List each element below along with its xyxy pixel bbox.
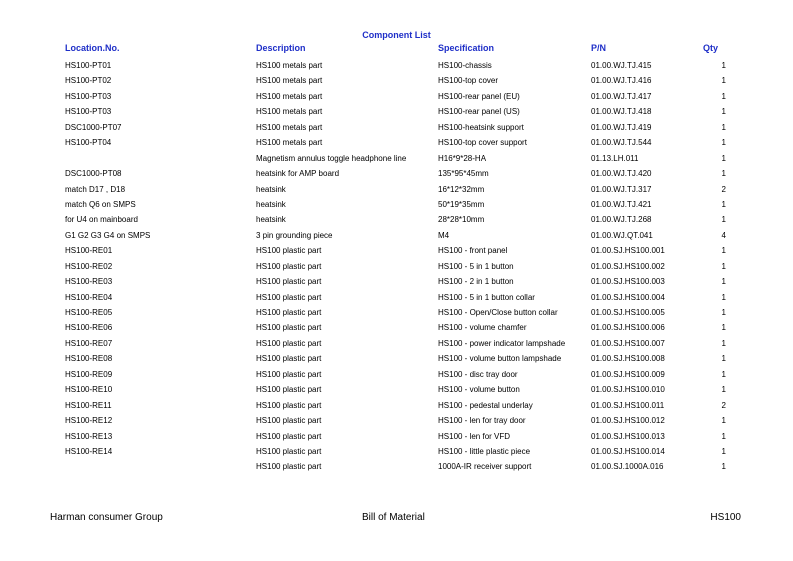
cell-location: HS100-PT01 [65,61,112,70]
cell-location: HS100-RE08 [65,354,113,364]
cell-description: HS100 plastic part [256,246,322,256]
cell-qty: 1 [721,277,726,287]
cell-description: HS100 plastic part [256,323,322,333]
cell-pn: 01.00.WJ.TJ.416 [591,76,652,86]
table-row [0,459,793,474]
cell-pn: 01.00.SJ.HS100.013 [591,431,665,441]
cell-specification: HS100-rear panel (EU) [438,91,520,101]
footer-company: Harman consumer Group [50,512,163,523]
cell-description: heatsink [256,199,286,209]
cell-location: DSC1000-PT08 [65,169,122,179]
cell-location: HS100-RE11 [65,400,112,410]
cell-pn: 01.00.WJ.TJ.418 [591,107,652,117]
cell-pn: 01.00.SJ.HS100.014 [591,446,665,456]
cell-location: match D17 , D18 [65,184,126,194]
cell-location: HS100-RE01 [65,246,113,256]
cell-qty: 4 [721,230,726,240]
component-table [0,58,793,475]
cell-description: HS100 plastic part [256,292,322,302]
cell-description: HS100 plastic part [256,354,322,364]
cell-specification: 28*28*10mm [438,215,485,225]
table-row [0,166,793,181]
table-row [0,197,793,212]
table-row [0,58,793,73]
cell-pn: 01.00.SJ.HS100.009 [591,369,665,379]
cell-specification: H16*9*28-HA [438,153,487,163]
cell-pn: 01.00.SJ.HS100.004 [591,292,665,302]
cell-pn: 01.00.WJ.TJ.419 [591,122,652,132]
cell-location: HS100-PT03 [65,91,112,101]
table-row [0,120,793,135]
cell-location: HS100-RE04 [65,292,113,302]
cell-qty: 1 [721,323,726,333]
cell-specification: M4 [438,230,450,240]
cell-location: HS100-RE14 [65,446,113,456]
cell-qty: 1 [721,308,726,317]
cell-description: HS100 plastic part [256,369,322,379]
cell-qty: 2 [721,400,726,410]
cell-qty: 1 [721,446,726,456]
cell-location: HS100-PT03 [65,107,112,117]
cell-location: HS100-PT02 [65,76,112,86]
cell-pn: 01.00.WJ.TJ.268 [591,215,652,225]
cell-qty: 1 [721,153,726,163]
cell-specification: HS100 - pedestal underlay [438,400,533,410]
footer-model: HS100 [710,512,741,523]
cell-qty: 1 [721,261,726,271]
table-row [0,73,793,88]
cell-specification: 1000A-IR receiver support [438,462,532,472]
cell-description: HS100 plastic part [256,446,322,456]
cell-qty: 1 [721,431,726,441]
cell-qty: 1 [721,199,726,209]
cell-qty: 1 [721,76,726,86]
cell-pn: 01.00.SJ.1000A.016 [591,462,664,472]
cell-description: HS100 plastic part [256,431,322,441]
cell-specification: HS100 - 5 in 1 button [438,261,514,271]
cell-description: heatsink [256,184,286,194]
cell-specification: HS100 - disc tray door [438,369,518,379]
table-row [0,274,793,289]
table-row [0,212,793,227]
cell-description: Magnetism annulus toggle headphone line [256,153,407,163]
cell-pn: 01.00.WJ.TJ.421 [591,199,652,209]
table-row [0,243,793,258]
table-row [0,336,793,351]
cell-qty: 1 [721,385,726,395]
table-row [0,382,793,397]
cell-qty: 1 [721,354,726,364]
cell-qty: 1 [721,462,726,472]
cell-specification: HS100 - len for tray door [438,416,526,426]
table-row [0,429,793,444]
cell-location: HS100-PT04 [65,138,112,148]
column-header-qty: Qty [703,43,719,53]
cell-qty: 1 [721,91,726,101]
page-title: Component List [362,30,431,40]
cell-description: HS100 metals part [256,107,323,117]
cell-location: HS100-RE06 [65,323,113,333]
table-row [0,320,793,335]
cell-specification: HS100 - 5 in 1 button collar [438,292,535,302]
table-row [0,351,793,366]
cell-specification: HS100-rear panel (US) [438,107,520,117]
cell-description: HS100 metals part [256,91,323,101]
cell-specification: 50*19*35mm [438,199,485,209]
cell-description: heatsink [256,215,286,225]
cell-specification: HS100 - little plastic piece [438,446,531,456]
cell-specification: HS100 - volume chamfer [438,323,527,333]
table-row [0,151,793,166]
cell-qty: 1 [721,122,726,132]
cell-pn: 01.00.WJ.TJ.317 [591,184,652,194]
table-row [0,367,793,382]
cell-pn: 01.00.WJ.TJ.415 [591,61,652,70]
cell-qty: 1 [721,61,726,70]
cell-pn: 01.00.SJ.HS100.010 [591,385,665,395]
cell-description: HS100 metals part [256,61,323,70]
table-row [0,290,793,305]
cell-pn: 01.00.SJ.HS100.003 [591,277,665,287]
cell-description: HS100 plastic part [256,400,322,410]
cell-specification: 135*95*45mm [438,169,489,179]
cell-qty: 1 [721,138,726,148]
cell-description: HS100 metals part [256,138,323,148]
cell-location: HS100-RE12 [65,416,113,426]
table-row [0,259,793,274]
cell-pn: 01.00.WJ.QT.041 [591,230,653,240]
column-header-pn: P/N [591,43,607,53]
cell-location: HS100-RE10 [65,385,113,395]
cell-qty: 1 [721,416,726,426]
cell-location: match Q6 on SMPS [65,199,136,209]
cell-location: HS100-RE03 [65,277,113,287]
cell-specification: HS100-heatsink support [438,122,524,132]
cell-specification: HS100-top cover [438,76,499,86]
cell-description: HS100 plastic part [256,385,322,395]
cell-specification: HS100 - volume button lampshade [438,354,562,364]
cell-description: HS100 plastic part [256,416,322,426]
cell-location: HS100-RE07 [65,338,113,348]
cell-location: G1 G2 G3 G4 on SMPS [65,230,151,240]
cell-specification: HS100 - front panel [438,246,508,256]
cell-specification: HS100 - volume button [438,385,520,395]
cell-description: HS100 metals part [256,122,323,132]
cell-description: HS100 plastic part [256,261,322,271]
cell-location: HS100-RE09 [65,369,113,379]
cell-description: 3 pin grounding piece [256,230,333,240]
cell-location: DSC1000-PT07 [65,122,122,132]
cell-pn: 01.00.WJ.TJ.544 [591,138,652,148]
cell-qty: 1 [721,107,726,117]
cell-qty: 1 [721,369,726,379]
cell-description: HS100 plastic part [256,338,322,348]
cell-specification: HS100 - 2 in 1 button [438,277,514,287]
cell-qty: 1 [721,246,726,256]
cell-location: HS100-RE13 [65,431,113,441]
table-row [0,182,793,197]
cell-pn: 01.00.SJ.HS100.002 [591,261,665,271]
cell-pn: 01.00.SJ.HS100.012 [591,416,665,426]
table-row [0,228,793,243]
cell-description: HS100 plastic part [256,462,322,472]
cell-pn: 01.00.SJ.HS100.011 [591,400,665,410]
cell-pn: 01.13.LH.011 [591,153,639,163]
cell-specification: HS100-top cover support [438,138,527,148]
table-row [0,398,793,413]
cell-pn: 01.00.SJ.HS100.008 [591,354,665,364]
table-row [0,413,793,428]
cell-specification: 16*12*32mm [438,184,485,194]
cell-pn: 01.00.WJ.TJ.420 [591,169,652,179]
table-row [0,104,793,119]
cell-specification: HS100 - len for VFD [438,431,511,441]
cell-qty: 1 [721,292,726,302]
cell-pn: 01.00.SJ.HS100.005 [591,308,665,317]
table-row [0,89,793,104]
cell-location: HS100-RE02 [65,261,113,271]
table-row [0,135,793,150]
cell-location: HS100-RE05 [65,308,113,317]
footer-document-title: Bill of Material [362,512,425,523]
cell-pn: 01.00.SJ.HS100.006 [591,323,665,333]
cell-location: for U4 on mainboard [65,215,138,225]
column-header-location: Location.No. [65,43,120,53]
cell-pn: 01.00.SJ.HS100.007 [591,338,665,348]
cell-pn: 01.00.SJ.HS100.001 [591,246,665,256]
cell-specification: HS100-chassis [438,61,492,70]
column-header-description: Description [256,43,306,53]
cell-specification: HS100 - power indicator lampshade [438,338,566,348]
table-row [0,444,793,459]
cell-qty: 1 [721,215,726,225]
cell-description: HS100 plastic part [256,308,322,317]
cell-description: HS100 plastic part [256,277,322,287]
cell-qty: 2 [721,184,726,194]
cell-specification: HS100 - Open/Close button collar [438,308,558,317]
cell-qty: 1 [721,338,726,348]
cell-pn: 01.00.WJ.TJ.417 [591,91,652,101]
cell-description: HS100 metals part [256,76,323,86]
column-header-specification: Specification [438,43,495,53]
table-row [0,305,793,320]
cell-description: heatsink for AMP board [256,169,340,179]
cell-qty: 1 [721,169,726,179]
